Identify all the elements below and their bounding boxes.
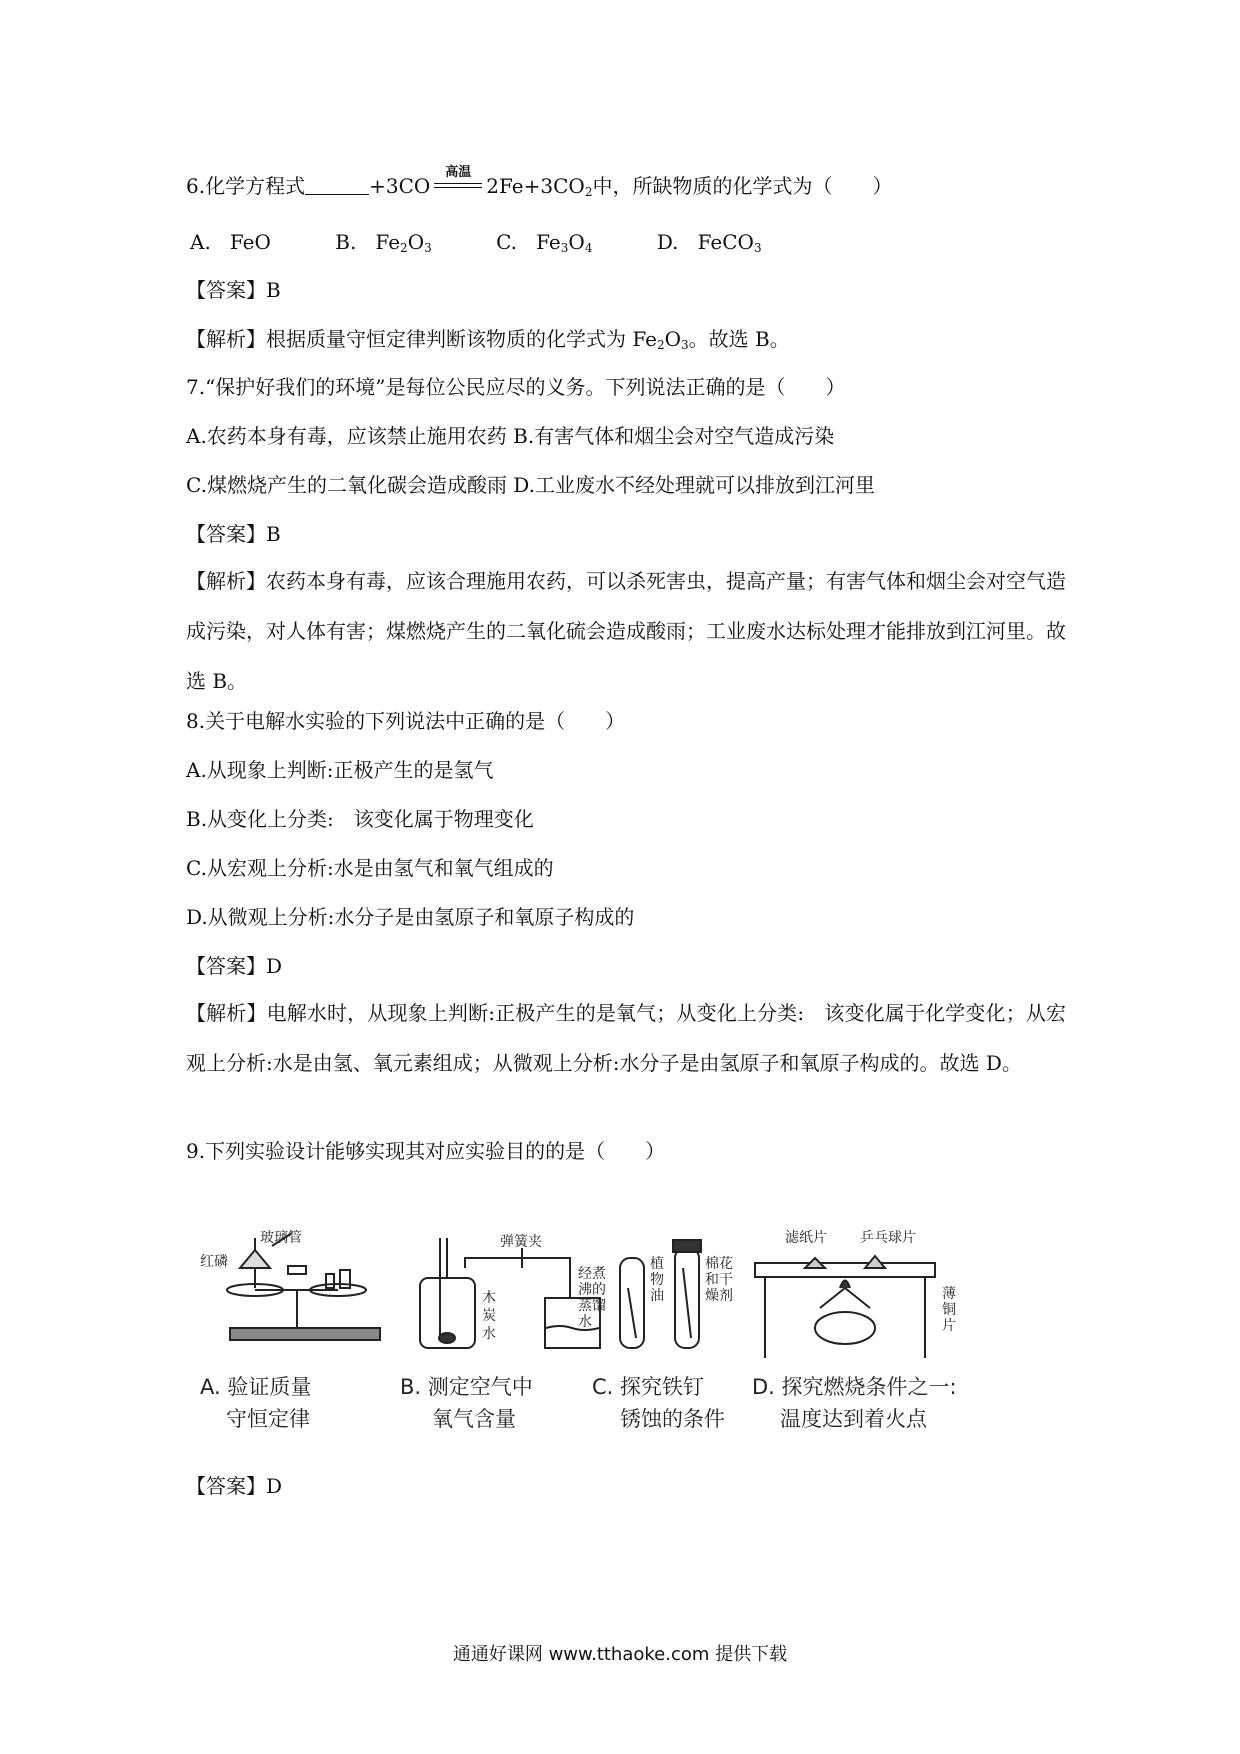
q7-options-line2: C.煤燃烧产生的二氧化碳会造成酸雨 D.工业废水不经处理就可以排放到江河里 xyxy=(186,473,875,497)
q9-figures xyxy=(200,1228,1020,1431)
fig-b-label-2: 炭 xyxy=(482,1308,496,1324)
q6-blank xyxy=(305,174,369,195)
q6-prefix: 6.化学方程式 xyxy=(186,174,306,198)
fig-d-label-3: 片 xyxy=(942,1318,956,1334)
fig-d-caption-2: 温度达到着火点 xyxy=(780,1407,927,1431)
fig-b-caption-2: 氧气含量 xyxy=(432,1407,516,1431)
q7-stem: 7.“保护好我们的环境”是每位公民应尽的义务。下列说法正确的是（ ） xyxy=(186,375,846,399)
fig-a-caption-2: 守恒定律 xyxy=(226,1407,310,1431)
fig-b-label-clamp: 弹簧夹 xyxy=(500,1234,542,1250)
q8-option-a: A.从现象上判断:正极产生的是氢气 xyxy=(186,758,494,782)
q8-option-c: C.从宏观上分析:水是由氢气和氧气组成的 xyxy=(186,856,554,880)
q8-option-d: D.从微观上分析:水分子是由氢原子和氧原子构成的 xyxy=(186,905,635,929)
fig-d-label-filter-paper: 滤纸片 xyxy=(785,1230,827,1246)
q8-option-b: B.从变化上分类: 该变化属于物理变化 xyxy=(186,807,534,831)
fig-d-caption-1: D. 探究燃烧条件之一: xyxy=(752,1375,957,1399)
fig-c-label-3: 蒸馏 xyxy=(578,1298,606,1314)
q6-condition: 高温 xyxy=(445,165,472,180)
fig-c-label-9: 和干 xyxy=(705,1272,733,1288)
q9-answer: 【答案】D xyxy=(186,1474,283,1498)
q9-apparatus-drawings xyxy=(200,1228,1020,1368)
q6-products: 2Fe+3CO xyxy=(486,174,585,198)
fig-c-caption-1: C. 探究铁钉 xyxy=(592,1375,705,1399)
q6-stem: 6.化学方程式 +3CO 高温 $2Fe+3CO_2$中，所缺物质的化学式为（ ） xyxy=(186,172,892,206)
q6-option-a: A. FeO xyxy=(190,230,271,254)
fig-a-label-red-phosphorus: 红磷 xyxy=(200,1254,228,1270)
fig-c-label-6: 物 xyxy=(650,1272,664,1288)
fig-c-label-2: 沸的 xyxy=(578,1282,606,1298)
fig-c-label-10: 燥剂 xyxy=(705,1288,733,1304)
q7-answer: 【答案】B xyxy=(186,522,281,546)
q8-answer: 【答案】D xyxy=(186,954,283,978)
q8-stem: 8.关于电解水实验的下列说法中正确的是（ ） xyxy=(186,709,626,733)
q8-analysis: 【解析】电解水时，从现象上判断:正极产生的是氧气；从变化上分类: 该变化属于化学变化；从宏观上分析:水是由氢、氧元素组成；从微观上分析:水分子是由氢原子和氧原子构成的。故选 D。 xyxy=(186,1001,1066,1075)
page-footer: 通通好课网 www.tthaoke.com 提供下载 xyxy=(452,1644,788,1665)
fig-d-label-1: 薄 xyxy=(942,1286,956,1302)
q6-option-c: C. $Fe_3O_4$ xyxy=(496,230,593,255)
q6-options xyxy=(190,228,820,262)
fig-c-label-5: 植 xyxy=(650,1256,664,1272)
fig-b-label-water: 水 xyxy=(482,1326,496,1342)
fig-b-caption-1: B. 测定空气中 xyxy=(400,1375,533,1399)
fig-c-label-4: 水 xyxy=(578,1314,592,1330)
q6-answer: 【答案】B xyxy=(186,278,281,302)
fig-a-caption-1: A. 验证质量 xyxy=(200,1375,312,1399)
fig-c-label-1: 经煮 xyxy=(578,1266,606,1282)
fig-d-label-2: 铜 xyxy=(942,1302,956,1318)
fig-d-label-pingpong: 乒乓球片 xyxy=(860,1230,916,1246)
q6-option-d: D. FeCO$_3$ xyxy=(656,230,762,255)
q6-analysis: 【解析】根据质量守恒定律判断该物质的化学式为 $Fe_2O_3$。故选 B。 xyxy=(186,327,790,352)
fig-c-caption-2: 锈蚀的条件 xyxy=(620,1407,725,1431)
q9-stem: 9.下列实验设计能够实现其对应实验目的的是（ ） xyxy=(186,1139,666,1163)
fig-a-label-glass-tube: 玻璃管 xyxy=(260,1230,302,1246)
fig-c-label-8: 棉花 xyxy=(705,1256,733,1272)
fig-c-label-7: 油 xyxy=(650,1288,664,1304)
q6-reactant: +3CO xyxy=(369,174,431,198)
q6-stem-end: 中，所缺物质的化学式为（ ） xyxy=(592,174,893,198)
q6-option-b: B. $Fe_2O_3$ xyxy=(335,230,432,255)
q7-analysis: 【解析】农药本身有毒，应该合理施用农药，可以杀死害虫，提高产量；有害气体和烟尘会对空气造成污染，对人体有害；煤燃烧产生的二氧化硫会造成酸雨；工业废水达标处理才能排放到江河里。故选 B。 xyxy=(186,569,1066,693)
fig-b-label-1: 木 xyxy=(482,1290,496,1306)
q6-reaction-arrow xyxy=(432,165,484,195)
q7-options-line1: A.农药本身有毒，应该禁止施用农药 B.有害气体和烟尘会对空气造成污染 xyxy=(186,424,835,448)
